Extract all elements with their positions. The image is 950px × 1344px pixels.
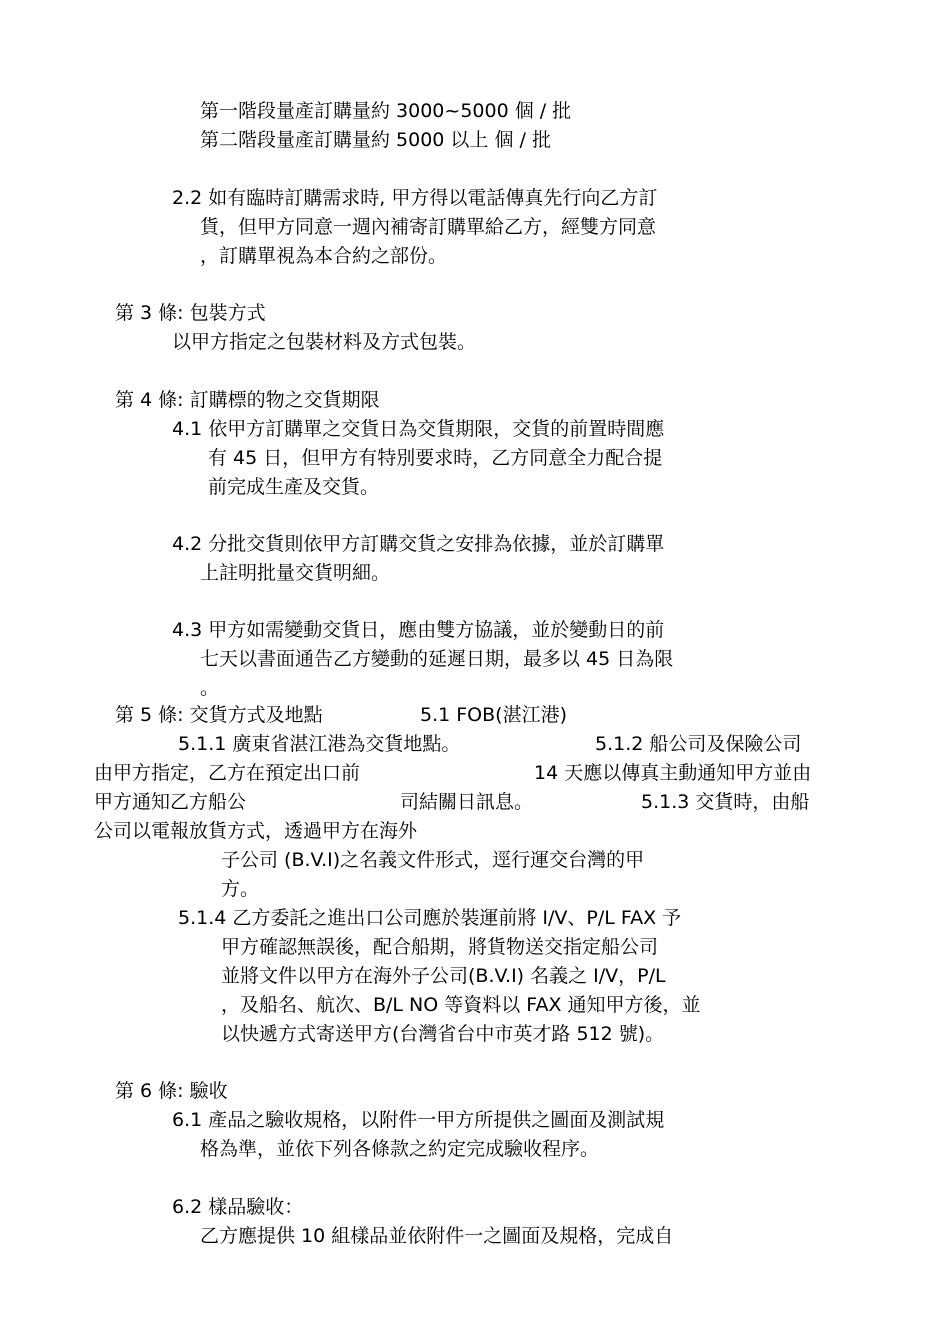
text-line: 司結關日訊息。 xyxy=(400,791,534,813)
text-line: 方。 xyxy=(221,878,260,900)
text-line: 由甲方指定，乙方在預定出口前 xyxy=(94,762,361,784)
text-line: 5.1.3 交貨時，由船 xyxy=(641,791,810,813)
text-line: 上註明批量交貨明細。 xyxy=(200,562,391,584)
section-heading: 第 3 條: 包裝方式 xyxy=(115,302,266,324)
text-line: 以快遞方式寄送甲方(台灣省台中市英才路 512 號)。 xyxy=(221,1023,665,1045)
section-heading: 第 6 條: 驗收 xyxy=(115,1080,228,1102)
text-line: 第二階段量產訂購量約 5000 以上 個 / 批 xyxy=(200,129,551,151)
text-line: 6.1 產品之驗收規格，以附件一甲方所提供之圖面及測試規 xyxy=(172,1109,665,1131)
text-line: 第一階段量產訂購量約 3000~5000 個 / 批 xyxy=(200,100,572,122)
text-line: 有 45 日，但甲方有特別要求時，乙方同意全力配合提 xyxy=(208,447,663,469)
text-line: 5.1.2 船公司及保險公司 xyxy=(595,733,802,755)
text-line: 14 天應以傳真主動通知甲方並由 xyxy=(534,762,812,784)
section-heading: 第 5 條: 交貨方式及地點 xyxy=(115,704,323,726)
text-line: 5.1 FOB(湛江港) xyxy=(420,704,567,726)
text-line: 甲方確認無誤後，配合船期，將貨物送交指定船公司 xyxy=(221,936,659,958)
text-line: 2.2 如有臨時訂購需求時, 甲方得以電話傳真先行向乙方訂 xyxy=(172,187,658,209)
text-line: 甲方通知乙方船公 xyxy=(94,791,247,813)
text-line: 七天以書面通告乙方變動的延遲日期，最多以 45 日為限 xyxy=(200,648,674,670)
text-line: 6.2 樣品驗收： xyxy=(172,1196,304,1218)
text-line: 4.2 分批交貨則依甲方訂購交貨之安排為依據，並於訂購單 xyxy=(172,533,665,555)
text-line: 子公司 (B.V.I)之名義文件形式，逕行運交台灣的甲 xyxy=(221,849,645,871)
text-line: 公司以電報放貨方式，透過甲方在海外 xyxy=(94,820,418,842)
text-line: 並將文件以甲方在海外子公司(B.V.I) 名義之 I/V，P/L xyxy=(221,965,666,987)
text-line: 以甲方指定之包裝材料及方式包裝。 xyxy=(172,331,477,353)
text-line: ，及船名、航次、B/L NO 等資料以 FAX 通知甲方後，並 xyxy=(221,994,701,1016)
text-line: 5.1.4 乙方委託之進出口公司應於裝運前將 I/V、P/L FAX 予 xyxy=(178,907,682,929)
text-line: 貨，但甲方同意一週內補寄訂購單給乙方，經雙方同意 xyxy=(200,216,657,238)
text-line: 格為準，並依下列各條款之約定完成驗收程序。 xyxy=(200,1138,600,1160)
text-line: 乙方應提供 10 組樣品並依附件一之圖面及規格，完成自 xyxy=(200,1225,674,1247)
text-line: 前完成生產及交貨。 xyxy=(208,476,380,498)
text-line: 4.1 依甲方訂購單之交貨日為交貨期限，交貨的前置時間應 xyxy=(172,418,665,440)
text-line: 4.3 甲方如需變動交貨日，應由雙方協議，並於變動日的前 xyxy=(172,619,665,641)
text-line: ，訂購單視為本合約之部份。 xyxy=(200,245,448,267)
text-line: 。 xyxy=(200,677,220,699)
text-line: 5.1.1 廣東省湛江港為交貨地點。 xyxy=(178,733,461,755)
section-heading: 第 4 條: 訂購標的物之交貨期限 xyxy=(115,389,380,411)
